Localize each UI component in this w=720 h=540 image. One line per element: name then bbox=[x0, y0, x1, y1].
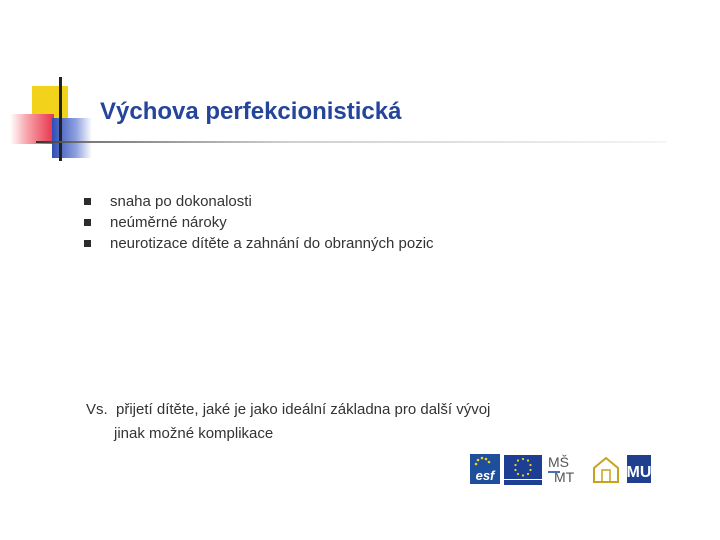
eu-flag-logo bbox=[504, 452, 542, 486]
mu-logo bbox=[626, 452, 652, 486]
funding-logos bbox=[470, 452, 652, 486]
opvk-logo bbox=[590, 452, 622, 486]
slide-title: Výchova perfekcionistická bbox=[100, 98, 402, 125]
svg-text:MŠ: MŠ bbox=[548, 454, 569, 470]
bullet-square-icon bbox=[84, 240, 91, 247]
svg-text:MT: MT bbox=[554, 469, 575, 485]
note-line-2: jinak možné komplikace bbox=[114, 425, 274, 442]
bullet-text: snaha po dokonalosti bbox=[110, 193, 252, 210]
bullet-item bbox=[84, 233, 434, 254]
esf-logo bbox=[470, 452, 500, 486]
bullet-square-icon bbox=[84, 198, 91, 205]
bullet-item bbox=[84, 212, 434, 233]
decor-blue-square bbox=[52, 118, 92, 158]
decor-red-square bbox=[10, 114, 54, 144]
note-line-1: Vs. přijetí dítěte, jaké je jako ideální základna pro další vývoj bbox=[86, 401, 491, 418]
decor-vertical-line bbox=[59, 77, 62, 161]
bullet-text: neúměrné nároky bbox=[110, 214, 227, 231]
svg-text:MU: MU bbox=[626, 464, 652, 481]
title-underline bbox=[36, 141, 666, 143]
bullet-text: neurotizace dítěte a zahnání do obranných pozic bbox=[110, 235, 434, 252]
bullet-item bbox=[84, 191, 434, 212]
msmt-logo bbox=[546, 452, 586, 486]
svg-text:esf: esf bbox=[475, 468, 495, 483]
comparison-note bbox=[86, 398, 490, 446]
bullet-list bbox=[84, 191, 434, 254]
bullet-square-icon bbox=[84, 219, 91, 226]
